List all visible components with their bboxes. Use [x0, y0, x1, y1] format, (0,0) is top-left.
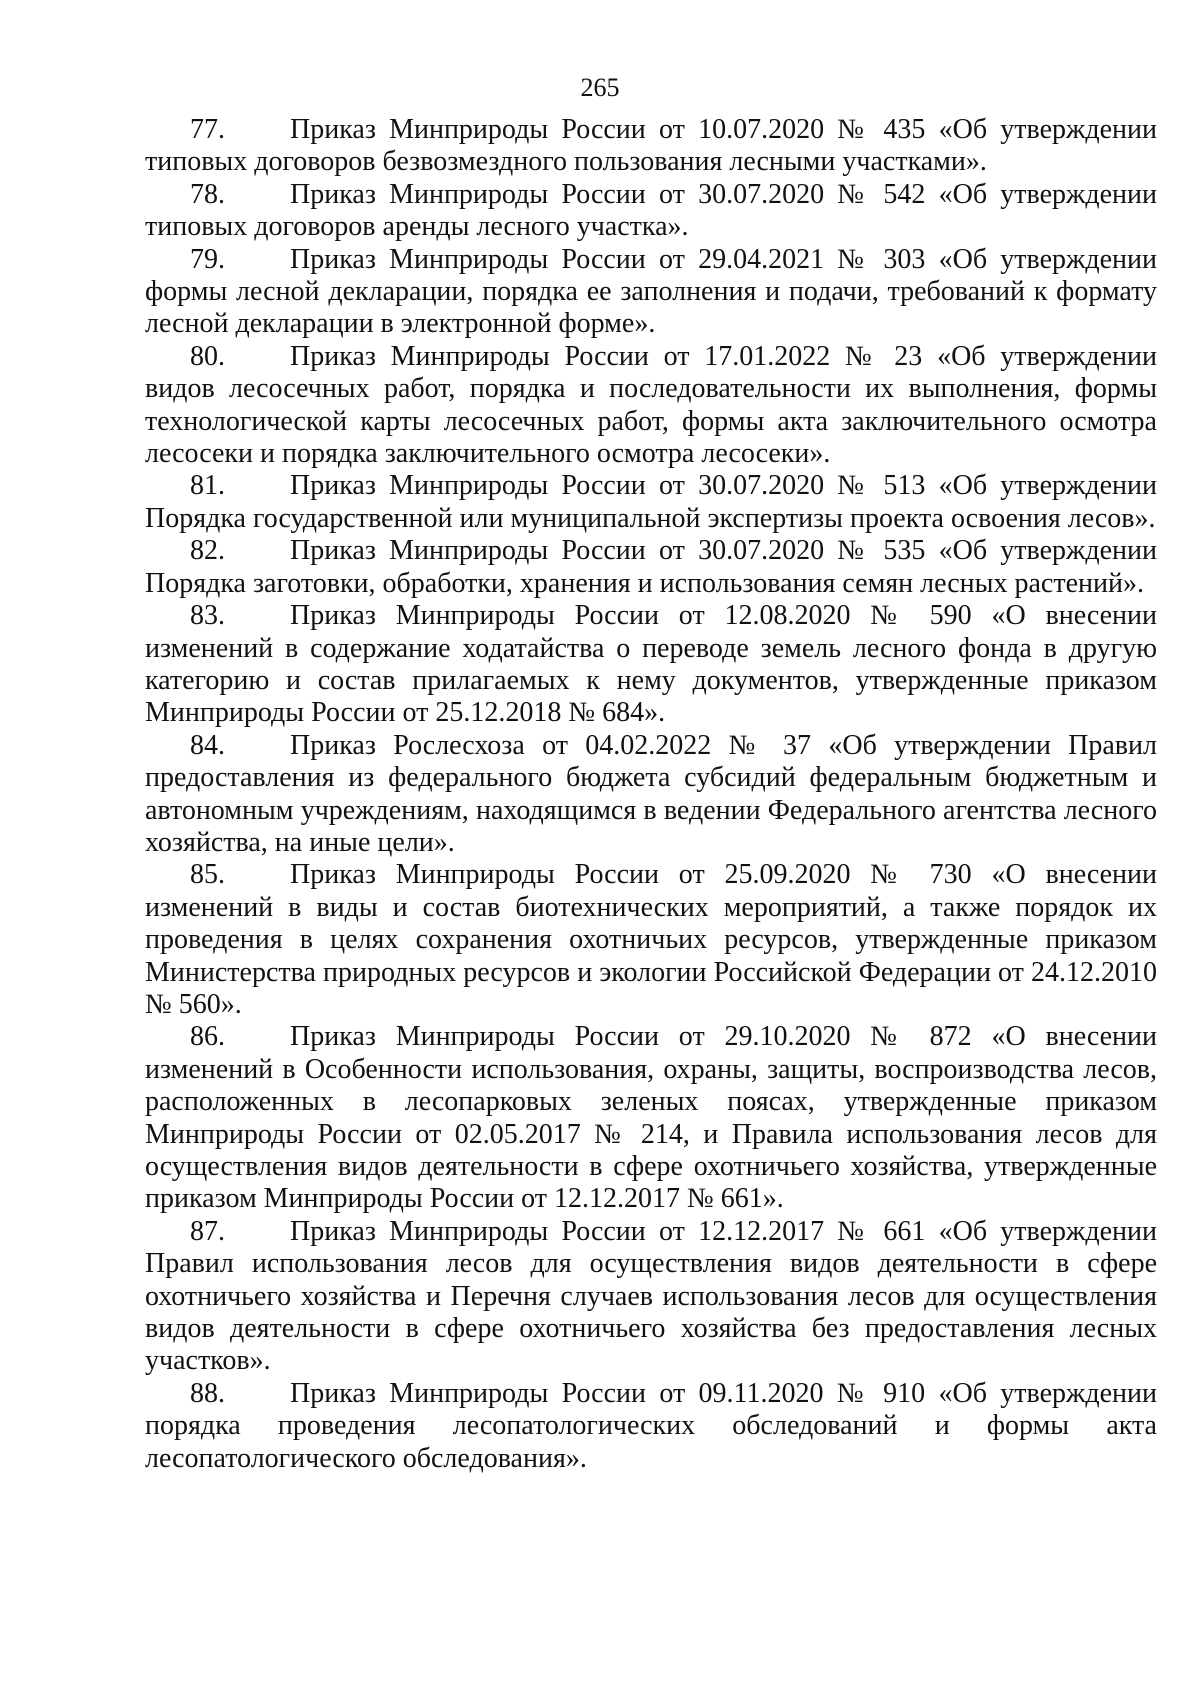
item-text: Приказ Минприроды России от 29.10.2020 № 872 «О внесении изменений в Особенности использования, охраны, защиты, воспроизводства лесов, расположенных в лесопарковых зеленых поясах, утвержденные приказом Минприроды России от 02.05.2017 № 214, и Правила использования лесов для осуществления видов деятельности в сфере охотничьего хозяйства, утвержденные приказом Минприроды России от 12.12.2017 № 661». — [145, 1021, 1157, 1215]
page-number: 265 — [580, 73, 620, 102]
item-number: 77. — [190, 114, 225, 145]
item-number: 82. — [190, 535, 225, 567]
item-text: Приказ Минприроды России от 10.07.2020 № 435 «Об утверждении типовых договоров безвозмездного пользования лесными участками». — [145, 114, 1157, 178]
item-number: 78. — [190, 178, 225, 210]
item-text: Приказ Минприроды России от 30.07.2020 № 542 «Об утверждении типовых договоров аренды лесного участка». — [145, 178, 1157, 243]
item-number: 88. — [190, 1377, 225, 1409]
item-number: 79. — [190, 243, 225, 275]
item-text: Приказ Минприроды России от 12.12.2017 № 661 «Об утверждении Правил использования лесов для осуществления видов деятельности в сфере охотничьего хозяйства и Перечня случаев использования лесов для осуществления видов деятельности в сфере охотничьего хозяйства без предоставления лесных участков». — [145, 1215, 1157, 1377]
list-item — [145, 244, 1157, 341]
item-number: 81. — [190, 470, 225, 502]
item-number: 83. — [190, 600, 225, 632]
list-item — [145, 179, 1157, 244]
item-number: 85. — [190, 859, 225, 891]
item-text: Приказ Минприроды России от 30.07.2020 № 513 «Об утверждении Порядка государственной или муниципальной экспертизы проекта освоения лесов». — [145, 470, 1157, 534]
item-number: 87. — [190, 1215, 225, 1247]
list-item — [145, 341, 1157, 471]
order-list — [145, 114, 1157, 1475]
list-item — [145, 535, 1157, 600]
item-text: Приказ Минприроды России от 09.11.2020 № 910 «Об утверждении порядка проведения лесопатологических обследований и формы акта лесопатологического обследования». — [145, 1377, 1157, 1474]
list-item — [145, 600, 1157, 730]
item-text: Приказ Минприроды России от 12.08.2020 № 590 «О внесении изменений в содержание ходатайства о переводе земель лесного фонда в другую категорию и состав прилагаемых к нему документов, утвержденные приказом Минприроды России от 25.12.2018 № 684». — [145, 600, 1157, 729]
item-text: Приказ Минприроды России от 29.04.2021 № 303 «Об утверждении формы лесной декларации, порядка ее заполнения и подачи, требований к формату лесной декларации в электронной форме». — [145, 243, 1157, 340]
item-text: Приказ Минприроды России от 17.01.2022 № 23 «Об утверждении видов лесосечных работ, порядка и последовательности их выполнения, формы технологической карты лесосечных работ, формы акта заключительного осмотра лесосеки и порядка заключительного осмотра лесосеки». — [145, 340, 1157, 470]
list-item — [145, 470, 1157, 535]
list-item — [145, 1216, 1157, 1378]
item-number: 84. — [190, 729, 225, 761]
item-text: Приказ Минприроды России от 30.07.2020 № 535 «Об утверждении Порядка заготовки, обработки, хранения и использования семян лесных растений». — [145, 535, 1157, 599]
item-text: Приказ Рослесхоза от 04.02.2022 № 37 «Об утверждении Правил предоставления из федерального бюджета субсидий федеральным бюджетным и автономным учреждениям, находящимся в ведении Федерального агентства лесного хозяйства, на иные цели». — [145, 729, 1157, 858]
list-item — [145, 859, 1157, 1021]
list-item — [145, 114, 1157, 179]
list-item — [145, 1021, 1157, 1215]
item-number: 86. — [190, 1021, 225, 1053]
list-item — [145, 730, 1157, 860]
item-text: Приказ Минприроды России от 25.09.2020 № 730 «О внесении изменений в виды и состав биотехнических мероприятий, а также порядок их проведения в целях сохранения охотничьих ресурсов, утвержденные приказом Министерства природных ресурсов и экологии Российской Федерации от 24.12.2010 № 560». — [145, 859, 1157, 1020]
item-number: 80. — [190, 340, 225, 372]
list-item — [145, 1378, 1157, 1475]
